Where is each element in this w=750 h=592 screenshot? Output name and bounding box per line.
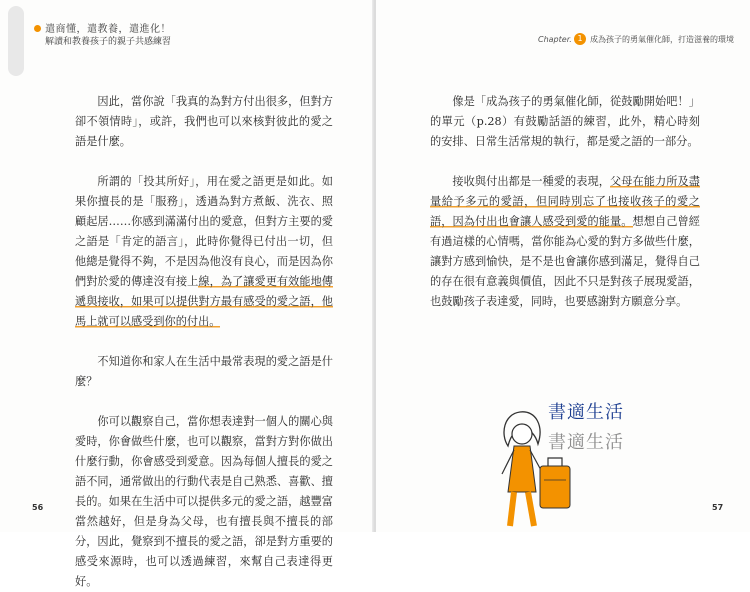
paragraph-text: 像是「成為孩子的勇氣催化師，從鼓勵開始吧！」的單元（p.28）有鼓勵話語的練習，此外，精心時刻的安排、日常生活常規的執行，都是愛之語的一部分。 <box>430 95 700 148</box>
bullet-dot-icon <box>34 25 41 32</box>
right-page-number: 57 <box>712 503 724 512</box>
left-header-title: 遣商懂，遣教養，遣進化！ <box>45 24 171 35</box>
paragraph-text: 想想自己曾經有過這樣的心情嗎，當你能為心愛的對方多做些什麼，讓對方感到愉快，是不是也會讓你感到滿足，覺得自己的存在很有意義與價值，因此不只是對孩子展現愛語，也鼓勵孩子表達愛，同時，也要感謝對方願意分享。 <box>430 215 700 308</box>
paragraph-text: 不知道你和家人在生活中最常表現的愛之語是什麼？ <box>75 355 333 388</box>
paragraph-text: 接收與付出都是一種愛的表現， <box>452 175 610 188</box>
right-body-text <box>430 92 700 312</box>
highlighted-text: 父母在能力所及盡量給予多元的愛語，但同時別忘了也接收孩子的愛之語，因為付出也會讓人感受到愛的能量。 <box>430 175 700 228</box>
body-paragraph <box>75 92 333 152</box>
left-header-subtitle: 解讀和教養孩子的親子共感練習 <box>45 37 172 47</box>
watermark-text-gray: 書適生活 <box>548 432 624 453</box>
body-paragraph <box>430 92 700 152</box>
paragraph-text: 因此，當你說「我真的為對方付出很多，但對方卻不領情時」，或許，我們也可以來核對彼此的愛之語是什麼。 <box>75 95 333 148</box>
watermark-text-blue: 書適生活 <box>548 402 624 423</box>
highlighted-text: 線，為了讓愛更有效能地傳遞與接收，如果可以提供對方最有感受的愛之語，他馬上就可以感受到你的付出。 <box>75 275 333 328</box>
left-page <box>0 0 374 588</box>
body-paragraph <box>75 412 333 592</box>
right-header-title: 成為孩子的勇氣催化師，打造滋養的環境 <box>590 35 734 44</box>
chapter-tab-mark <box>8 6 24 76</box>
body-paragraph <box>75 352 333 392</box>
paragraph-text: 所謂的「投其所好」，用在愛之語更是如此。如果你擅長的是「服務」，透過為對方煮飯、洗衣、照顧起居……你感到滿滿付出的愛意，但對方主要的愛之語是「肯定的語言」，此時你覺得已付出一切，但他總是覺得不夠，不是因為他沒有良心，而是因為你們對於愛的傳達沒有接上 <box>75 175 333 288</box>
left-body-text <box>75 92 333 592</box>
left-page-number: 56 <box>32 503 44 512</box>
body-paragraph <box>75 172 333 332</box>
chapter-label: Chapter. <box>538 35 572 44</box>
body-paragraph <box>430 172 700 312</box>
right-page <box>376 0 750 532</box>
paragraph-text: 你可以觀察自己，當你想表達對一個人的關心與愛時，你會做些什麼，也可以觀察，當對方對你做出什麼行動，你會感受到愛意。因為每個人擅長的愛之語不同，通常做出的行動代表是自己熟悉、喜歡、擅長的。如果在生活中可以提供多元的愛之語，越豐富當然越好，但是身為父母，也有擅長與不擅長的部分，因此，覺察到不擅長的愛之語，卻是對方重要的感受來源時，也可以透過練習，來幫自己表達得更好。 <box>75 415 333 588</box>
chapter-number-badge: 1 <box>574 33 586 45</box>
